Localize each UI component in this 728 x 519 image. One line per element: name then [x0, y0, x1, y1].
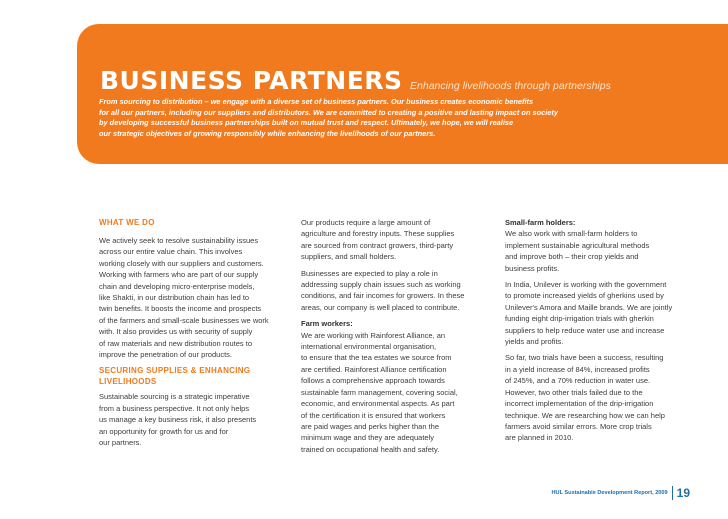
text-line: twin benefits. It boosts the income and prospects [99, 304, 262, 314]
text-line: suppliers to help reduce water use and increase [505, 325, 665, 335]
page-number: 19 [676, 486, 690, 500]
text-line: of the farmers and small-scale businesses we work [99, 315, 269, 325]
intro-line: our strategic objectives of growing responsibly while enhancing the livelihoods of our partners. [99, 128, 436, 138]
text-line: conditions, and fair incomes for growers. In these [301, 291, 465, 301]
text-line: addressing supply chain issues such as working [301, 280, 461, 290]
text-line: implement sustainable agricultural methods [505, 240, 650, 250]
column-middle [301, 217, 491, 460]
heading-line: LIVELIHOODS [99, 377, 157, 387]
text-line: are sourced from contract growers, third-party [301, 240, 454, 250]
report-name: HUL Sustainable Development Report, 2009 [551, 490, 668, 496]
intro-line: From sourcing to distribution – we engage with a diverse set of business partners. Our business creates economic benefits [99, 97, 534, 106]
column-left [99, 217, 287, 454]
text-line: economic, and environmental aspects. As part [301, 399, 455, 409]
text-line: Sustainable sourcing is a strategic imperative [99, 392, 250, 402]
text-line: of the certification it is ensured that workers [301, 410, 446, 420]
section-banner [77, 24, 728, 164]
text-line: farmers avoid similar errors. More crop trials [505, 421, 652, 431]
text-line: Our products require a large amount of [301, 218, 431, 227]
paragraph-securing-supplies [99, 391, 287, 448]
text-line: technique. We are researching how we can help [505, 410, 665, 420]
column-right [505, 217, 699, 449]
text-line: We also work with small-farm holders to [505, 229, 638, 239]
text-line: international environmental organisation, [301, 342, 437, 352]
heading-line: SECURING SUPPLIES & ENHANCING [99, 366, 251, 376]
text-line: So far, two trials have been a success, resulting [505, 353, 664, 363]
banner-intro [99, 97, 659, 139]
text-line: However, two other trials failed due to the [505, 387, 643, 397]
banner-heading [100, 66, 611, 95]
text-line: with. It also provides us with security of supply [99, 327, 253, 337]
text-line: are certified. Rainforest Alliance certification [301, 364, 447, 374]
text-line: across our entire value chain. This involves [99, 247, 243, 257]
paragraph-products [301, 217, 491, 263]
text-line: like Shakti, in our distribution chain has led to [99, 293, 250, 303]
text-line: our partners. [99, 438, 142, 448]
text-line: trained on occupational health and safety. [301, 444, 440, 454]
paragraph-what-we-do [99, 235, 287, 360]
text-line: We are working with Rainforest Alliance, an [301, 330, 446, 340]
page-subtitle: Enhancing livelihoods through partnerships [410, 80, 611, 92]
text-line: Businesses are expected to play a role in [301, 268, 438, 278]
text-line: are planned in 2010. [505, 433, 574, 443]
text-line: to promote increased yields of gherkins used by [505, 291, 664, 301]
text-line: Working with farmers who are part of our supply [99, 270, 259, 280]
heading-what-we-do: WHAT WE DO [99, 218, 155, 227]
text-line: an opportunity for growth for us and for [99, 426, 229, 436]
paragraph-trials [505, 352, 699, 443]
text-line: business profits. [505, 263, 560, 273]
text-line: from a business perspective. It not only helps [99, 403, 250, 413]
text-line: follows a comprehensive approach towards [301, 376, 445, 386]
heading-securing-supplies [99, 365, 287, 387]
heading-farm-workers: Farm workers: [301, 319, 353, 329]
intro-line: by developing successful business partnerships built on mutual trust and respect. Ultimately, we hope, we will realise [99, 118, 514, 128]
text-line: improve the penetration of our products. [99, 350, 232, 360]
paragraph-small-farm-holders [505, 228, 699, 274]
paragraph-farm-workers [301, 330, 491, 455]
text-line: chain and developing micro-enterprise models, [99, 281, 255, 291]
paragraph-businesses [301, 268, 491, 314]
footer-divider [672, 486, 673, 500]
page-footer [520, 486, 690, 500]
intro-line: for all our partners, including our suppliers and distributors. We are committed to creating a positive and lasting impact on society [99, 107, 558, 117]
text-line: funding eight drip-irrigation trials with gherkin [505, 314, 654, 324]
heading-small-farm-holders: Small-farm holders: [505, 218, 576, 227]
text-line: working closely with our suppliers and customers. [99, 258, 264, 268]
text-line: us manage a key business risk, it also presents [99, 415, 257, 425]
paragraph-gherkins [505, 279, 699, 347]
text-line: incorrect implementation of the drip-irrigation [505, 399, 654, 409]
page-title: BUSINESS PARTNERS [100, 66, 403, 95]
text-line: suppliers, and small holders. [301, 252, 397, 262]
text-line: of 245%, and a 70% reduction in water use. [505, 376, 651, 386]
text-line: in a yield increase of 84%, increased profits [505, 364, 650, 374]
text-line: sustainable farm management, covering social, [301, 387, 458, 397]
text-line: agriculture and forestry inputs. These supplies [301, 229, 455, 239]
text-line: minimum wage and they are adequately [301, 433, 434, 443]
text-line: In India, Unilever is working with the government [505, 280, 667, 290]
text-line: yields and profits. [505, 337, 564, 347]
text-line: are paid wages and perks higher than the [301, 421, 440, 431]
text-line: We actively seek to resolve sustainability issues [99, 236, 259, 245]
text-line: to ensure that the tea estates we source from [301, 353, 452, 363]
text-line: and improve both – their crop yields and [505, 252, 639, 262]
text-line: Unilever's Amora and Maille brands. We are jointly [505, 302, 673, 312]
text-line: of raw materials and new distribution routes to [99, 338, 252, 348]
text-line: areas, our company is well placed to contribute. [301, 302, 460, 312]
